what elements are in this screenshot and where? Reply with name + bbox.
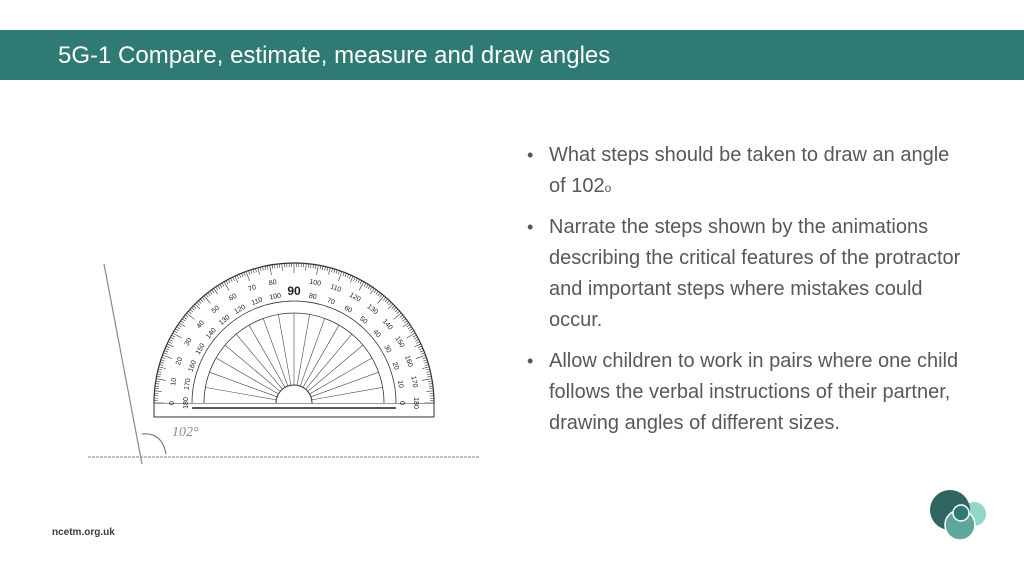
protractor-scale-label: 110 bbox=[329, 283, 343, 294]
protractor-scale-label: 40 bbox=[371, 328, 382, 340]
bullet-text: What steps should be taken to draw an angle of 102 bbox=[549, 144, 950, 197]
protractor-scale-label: 0 bbox=[398, 401, 406, 405]
bullet-item bbox=[527, 140, 967, 202]
protractor bbox=[154, 263, 434, 417]
bullet-dot-icon: • bbox=[527, 351, 534, 371]
title-bar bbox=[0, 30, 1024, 80]
protractor-90-label: 90 bbox=[287, 284, 301, 298]
bullet-list bbox=[527, 140, 967, 449]
ncetm-logo-icon bbox=[928, 488, 990, 542]
protractor-scale-label: 120 bbox=[233, 303, 247, 316]
protractor-scale-label: 10 bbox=[395, 379, 405, 389]
angle-arc-marker bbox=[142, 434, 166, 454]
protractor-scale-label: 160 bbox=[403, 354, 414, 369]
protractor-scale-label: 110 bbox=[250, 296, 264, 308]
protractor-scale-label: 140 bbox=[205, 327, 218, 341]
protractor-scale-label: 160 bbox=[187, 359, 199, 373]
angle-label: 102° bbox=[172, 425, 199, 440]
protractor-figure bbox=[84, 258, 484, 470]
protractor-scale-label: 70 bbox=[247, 284, 258, 294]
protractor-scale-label: 30 bbox=[183, 337, 194, 348]
protractor-scale-label: 50 bbox=[357, 315, 369, 326]
protractor-scale-label: 130 bbox=[365, 303, 379, 317]
protractor-scale-label: 20 bbox=[390, 361, 400, 372]
footer-site: ncetm.org.uk bbox=[52, 527, 115, 538]
protractor-scale-label: 180 bbox=[182, 397, 190, 409]
protractor-scale-label: 170 bbox=[183, 377, 193, 391]
protractor-scale-label: 70 bbox=[325, 297, 336, 307]
protractor-scale-label: 40 bbox=[195, 319, 206, 331]
drawn-angle-arm bbox=[104, 264, 142, 464]
protractor-scale-label: 80 bbox=[268, 279, 278, 288]
bullet-item bbox=[527, 212, 967, 336]
bullet-text: Narrate the steps shown by the animations describing the critical features of the protractor and important steps where mistakes could occur. bbox=[549, 216, 961, 331]
bullet-text: Allow children to work in pairs where one child follows the verbal instructions of their partner, drawing angles of different sizes. bbox=[549, 350, 959, 434]
protractor-scale-label: 150 bbox=[393, 335, 406, 349]
bullet-dot-icon: • bbox=[527, 145, 534, 165]
protractor-scale-label: 80 bbox=[308, 292, 318, 302]
protractor-scale-label: 30 bbox=[382, 344, 393, 355]
protractor-scale-label: 20 bbox=[175, 356, 185, 367]
protractor-scale-label: 60 bbox=[342, 304, 353, 315]
bullet-superscript: o bbox=[604, 181, 612, 195]
protractor-scale-label: 100 bbox=[308, 278, 322, 288]
slide-title: 5G-1 Compare, estimate, measure and draw angles bbox=[58, 42, 611, 69]
bullet-item bbox=[527, 346, 967, 439]
protractor-scale-label: 100 bbox=[268, 292, 282, 302]
protractor-scale-label: 0 bbox=[168, 401, 176, 405]
bullet-dot-icon: • bbox=[527, 217, 534, 237]
protractor-scale-label: 150 bbox=[194, 342, 207, 356]
protractor-scale-label: 120 bbox=[348, 291, 362, 304]
protractor-scale-label: 170 bbox=[409, 375, 419, 389]
protractor-scale-label: 140 bbox=[380, 318, 394, 332]
protractor-scale-label: 130 bbox=[218, 314, 232, 327]
protractor-scale-label: 180 bbox=[412, 397, 420, 409]
protractor-scale-label: 10 bbox=[170, 377, 179, 387]
protractor-scale-label: 50 bbox=[210, 304, 222, 315]
protractor-scale-label: 60 bbox=[228, 292, 239, 303]
